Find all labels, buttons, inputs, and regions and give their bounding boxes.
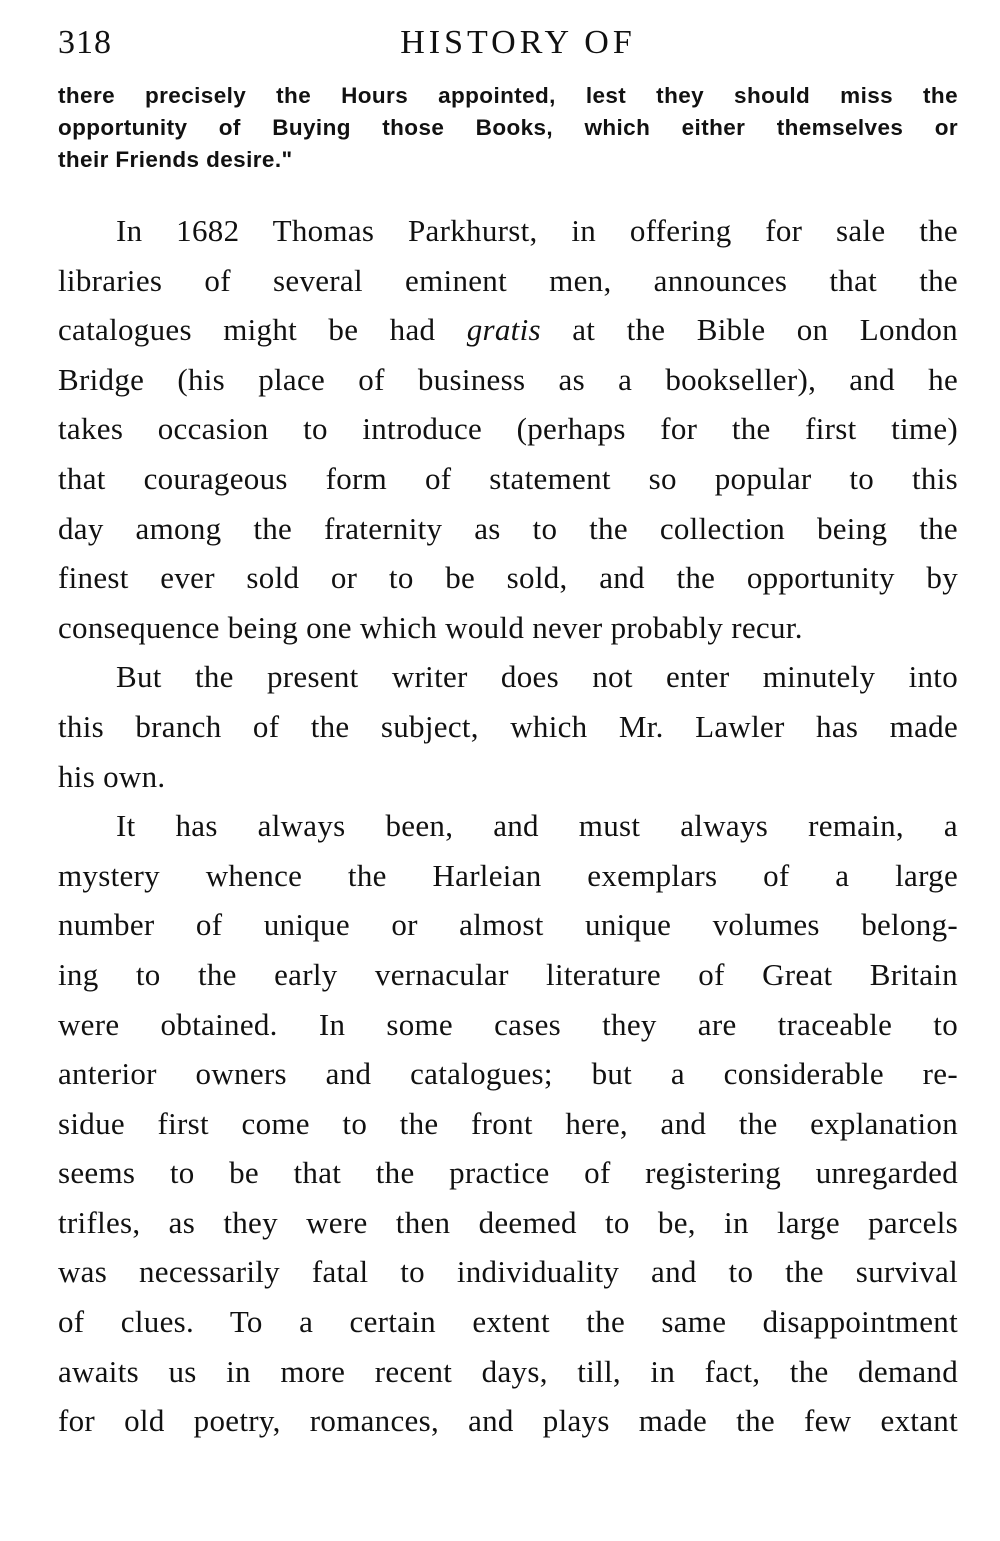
paragraph-line: finest ever sold or to be sold, and the opportunity by [58, 560, 958, 596]
page-number: 318 [58, 24, 112, 61]
paragraph [58, 801, 958, 1446]
paragraph-line: It has always been, and must always remain, a [116, 808, 958, 844]
paragraph-line: sidue first come to the front here, and the explanation [58, 1105, 958, 1141]
paragraph-line: his own. [58, 758, 166, 794]
paragraph-line: that courageous form of statement so popular to this [58, 460, 958, 496]
paragraph-line: were obtained. In some cases they are traceable to [58, 1006, 958, 1042]
quote-line: opportunity of Buying those Books, which either themselves or [58, 115, 958, 140]
quote-line: there precisely the Hours appointed, lest they should miss the [58, 83, 958, 108]
paragraph-line: consequence being one which would never probably recur. [58, 609, 803, 645]
paragraph-line: number of unique or almost unique volumes belong- [58, 907, 958, 943]
book-page [58, 20, 958, 1446]
paragraph-line: But the present writer does not enter minutely into [116, 659, 958, 695]
paragraph-line: In 1682 Thomas Parkhurst, in offering for sale the [116, 213, 958, 248]
paragraph-line: mystery whence the Harleian exemplars of a large [58, 857, 958, 893]
paragraph-line: ing to the early vernacular literature of Great Britain [58, 956, 958, 992]
running-title: HISTORY OF [400, 24, 636, 61]
text-run: catalogues might be had [58, 312, 436, 348]
quote-line: their Friends desire." [58, 147, 293, 172]
paragraph-line: day among the fraternity as to the collection being the [58, 510, 958, 546]
paragraph-line: trifles, as they were then deemed to be, in large parcels [58, 1204, 958, 1240]
paragraph-line: takes occasion to introduce (perhaps for the first time) [58, 411, 958, 447]
paragraph-line: of clues. To a certain extent the same disappointment [58, 1304, 958, 1340]
paragraph-line: for old poetry, romances, and plays made the few extant [58, 1403, 958, 1439]
paragraph-line: anterior owners and catalogues; but a considerable re- [58, 1056, 958, 1092]
text-run: at the Bible on London [572, 312, 958, 348]
paragraph-line: was necessarily fatal to individuality and to the survival [58, 1254, 958, 1290]
paragraph-line: seems to be that the practice of registering unregarded [58, 1155, 958, 1191]
paragraph-line: awaits us in more recent days, till, in fact, the demand [58, 1353, 958, 1389]
italic-term: gratis [466, 312, 541, 348]
paragraph-line [58, 305, 958, 355]
paragraph-line: Bridge (his place of business as a bookseller), and he [58, 361, 958, 397]
quoted-passage [58, 80, 958, 176]
paragraph-line: this branch of the subject, which Mr. Lawler has made [58, 708, 958, 744]
running-head [58, 20, 958, 70]
paragraph-line: libraries of several eminent men, announces that the [58, 262, 958, 298]
paragraph [58, 206, 958, 652]
paragraph [58, 652, 958, 801]
